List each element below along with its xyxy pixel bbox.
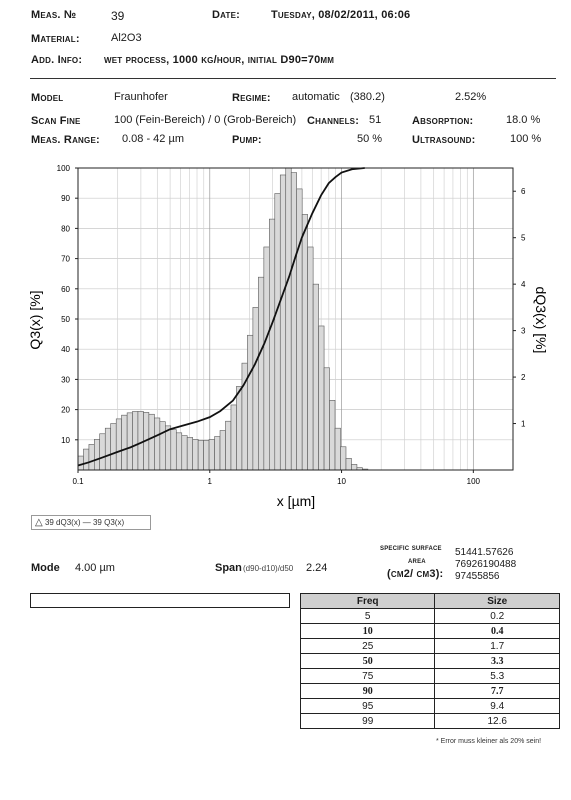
bar <box>247 335 252 470</box>
meas-range-value: 0.08 - 42 µm <box>122 133 184 145</box>
channels-label: Channels: <box>307 115 360 127</box>
surface-value-1: 51441.57626 <box>455 547 514 558</box>
y-tick-label: 70 <box>61 254 70 264</box>
y-tick-label: 40 <box>61 345 70 355</box>
mode-value: 4.00 µm <box>75 562 115 574</box>
material-value: Al2O3 <box>111 32 142 44</box>
bar <box>204 440 209 470</box>
bar <box>313 284 318 470</box>
triangle-icon: △ <box>35 517 43 528</box>
bar <box>154 418 159 470</box>
bar <box>291 173 296 470</box>
bar <box>253 307 258 470</box>
particle-size-chart <box>0 150 571 540</box>
surface-value-2: 76926190488 <box>455 559 517 570</box>
y-tick-label: 10 <box>61 435 70 445</box>
table-row <box>301 684 560 699</box>
cell-freq: 10 <box>301 624 435 639</box>
y-tick-label: 50 <box>61 315 70 324</box>
y-axis-ticks <box>57 164 78 445</box>
mode-label: Mode <box>31 562 60 574</box>
x-tick-label: 10 <box>337 477 347 486</box>
bar <box>149 414 155 470</box>
pump-label: Pump: <box>232 134 262 146</box>
regime-percent: 2.52% <box>455 91 487 103</box>
column-header-freq: Freq <box>301 594 435 609</box>
y-right-tick-label: 4 <box>521 280 526 290</box>
table-header-row <box>301 594 560 609</box>
bar <box>341 447 346 470</box>
bar <box>132 411 137 470</box>
y-right-tick-label: 1 <box>521 419 526 429</box>
bar <box>269 219 274 470</box>
bar <box>182 436 187 470</box>
model-label: Model <box>31 92 64 104</box>
bar <box>116 419 121 470</box>
table-row <box>301 609 560 624</box>
bar <box>176 433 181 470</box>
table-row <box>301 639 560 654</box>
bar <box>94 439 99 470</box>
span-value: 2.24 <box>306 562 328 574</box>
material-label: Material: <box>31 33 80 45</box>
y-right-tick-label: 3 <box>521 326 526 336</box>
footnote: * Error muss kleiner als 20% sein! <box>436 738 542 745</box>
pump-value: 50 % <box>357 133 383 145</box>
channels-value: 51 <box>369 114 382 126</box>
bar <box>280 175 285 470</box>
y-tick-label: 90 <box>61 194 70 204</box>
cell-size: 9.4 <box>435 699 560 714</box>
y-right-tick-label: 5 <box>521 233 526 243</box>
date-value: Tuesday, 08/02/2011, 06:06 <box>271 9 411 21</box>
bar <box>286 168 291 470</box>
y-tick-label: 20 <box>61 405 70 415</box>
date-label: Date: <box>212 9 241 21</box>
surface-label-2: area <box>408 556 426 565</box>
bar <box>165 426 170 470</box>
add-info-value: wet process, 1000 kg/hour, initial D90=70µm <box>104 54 335 66</box>
add-info-label: Add. Info: <box>31 54 83 66</box>
bar <box>122 415 128 470</box>
bar <box>264 247 269 470</box>
legend-line-icon: — <box>82 518 91 527</box>
cell-freq: 25 <box>301 639 435 654</box>
y-tick-label: 100 <box>56 164 70 173</box>
cell-freq: 99 <box>301 714 435 729</box>
regime-number: (380.2) <box>350 91 385 103</box>
bar <box>297 189 302 470</box>
y-tick-label: 60 <box>61 284 70 294</box>
scan-fine-label: Scan Fine <box>31 115 81 127</box>
empty-info-box <box>30 593 290 608</box>
bar <box>220 431 225 470</box>
y-right-tick-label: 6 <box>521 187 526 197</box>
bar <box>138 411 144 470</box>
cell-freq: 95 <box>301 699 435 714</box>
scan-fine-value: 100 (Fein-Bereich) / 0 (Grob-Bereich) <box>114 114 297 126</box>
bar <box>302 214 307 470</box>
bar <box>100 434 106 470</box>
cell-size: 1.7 <box>435 639 560 654</box>
y-right-tick-label: 2 <box>521 373 526 383</box>
bar <box>275 194 280 470</box>
span-note: (d90-d10)/d50 <box>243 564 294 573</box>
bar <box>215 437 220 470</box>
meas-no-value: 39 <box>111 9 125 23</box>
table-row <box>301 714 560 729</box>
bar <box>89 444 94 470</box>
bar <box>319 326 324 470</box>
x-tick-label: 100 <box>466 477 481 486</box>
bar <box>231 405 236 470</box>
y-tick-label: 30 <box>61 375 70 385</box>
x-tick-label: 1 <box>207 477 213 486</box>
y-tick-label: 80 <box>61 224 70 234</box>
percentile-table <box>300 593 560 729</box>
bar <box>78 456 83 470</box>
model-value: Fraunhofer <box>114 91 168 103</box>
table-row <box>301 624 560 639</box>
table-row <box>301 699 560 714</box>
bar <box>193 439 198 470</box>
legend-item-dq3: 39 dQ3(x) <box>44 518 81 527</box>
bar <box>236 386 241 470</box>
bar <box>330 400 335 470</box>
chart-legend <box>31 515 151 530</box>
bar <box>324 368 329 470</box>
cell-size: 5.3 <box>435 669 560 684</box>
cell-freq: 75 <box>301 669 435 684</box>
legend-item-q3: 39 Q3(x) <box>92 518 125 527</box>
table-row <box>301 654 560 669</box>
bar <box>335 428 340 470</box>
cell-freq: 5 <box>301 609 435 624</box>
column-header-size: Size <box>435 594 560 609</box>
surface-label-1: specific surface <box>380 543 442 552</box>
bar <box>308 247 313 470</box>
regime-value: automatic <box>292 91 340 103</box>
bar <box>111 424 117 470</box>
cell-freq: 50 <box>301 654 435 669</box>
bar <box>187 437 193 470</box>
ultrasound-label: Ultrasound: <box>412 134 476 146</box>
y-right-axis-ticks <box>513 187 526 428</box>
x-axis-ticks <box>72 470 480 486</box>
absorption-label: Absorption: <box>412 115 474 127</box>
bar <box>346 458 351 470</box>
bar <box>258 277 263 470</box>
cell-freq: 90 <box>301 684 435 699</box>
header-divider <box>30 78 556 79</box>
cell-size: 3.3 <box>435 654 560 669</box>
bar <box>127 413 132 470</box>
surface-value-3: 97455856 <box>455 571 500 582</box>
cell-size: 12.6 <box>435 714 560 729</box>
span-label: Span <box>215 562 242 574</box>
absorption-value: 18.0 % <box>506 114 541 126</box>
cell-size: 7.7 <box>435 684 560 699</box>
x-axis-label: x [µm] <box>276 493 316 509</box>
meas-no-label: Meas. № <box>31 9 77 21</box>
meas-range-label: Meas. Range: <box>31 134 100 146</box>
y-axis-label: Q3(x) [%] <box>27 290 43 350</box>
ultrasound-value: 100 % <box>510 133 542 145</box>
bar <box>171 430 176 470</box>
cell-size: 0.4 <box>435 624 560 639</box>
y-right-axis-label: dQ3(x) [%] <box>533 286 549 354</box>
x-tick-label: 0.1 <box>72 477 84 486</box>
bar <box>198 440 203 470</box>
bar <box>160 422 165 470</box>
bar <box>351 464 356 470</box>
bar <box>83 449 88 470</box>
regime-label: Regime: <box>232 92 271 104</box>
cell-size: 0.2 <box>435 609 560 624</box>
bar <box>209 439 214 470</box>
bar <box>105 428 110 470</box>
surface-unit: (cm2/ cm3): <box>387 568 444 580</box>
bar <box>225 421 230 470</box>
table-row <box>301 669 560 684</box>
